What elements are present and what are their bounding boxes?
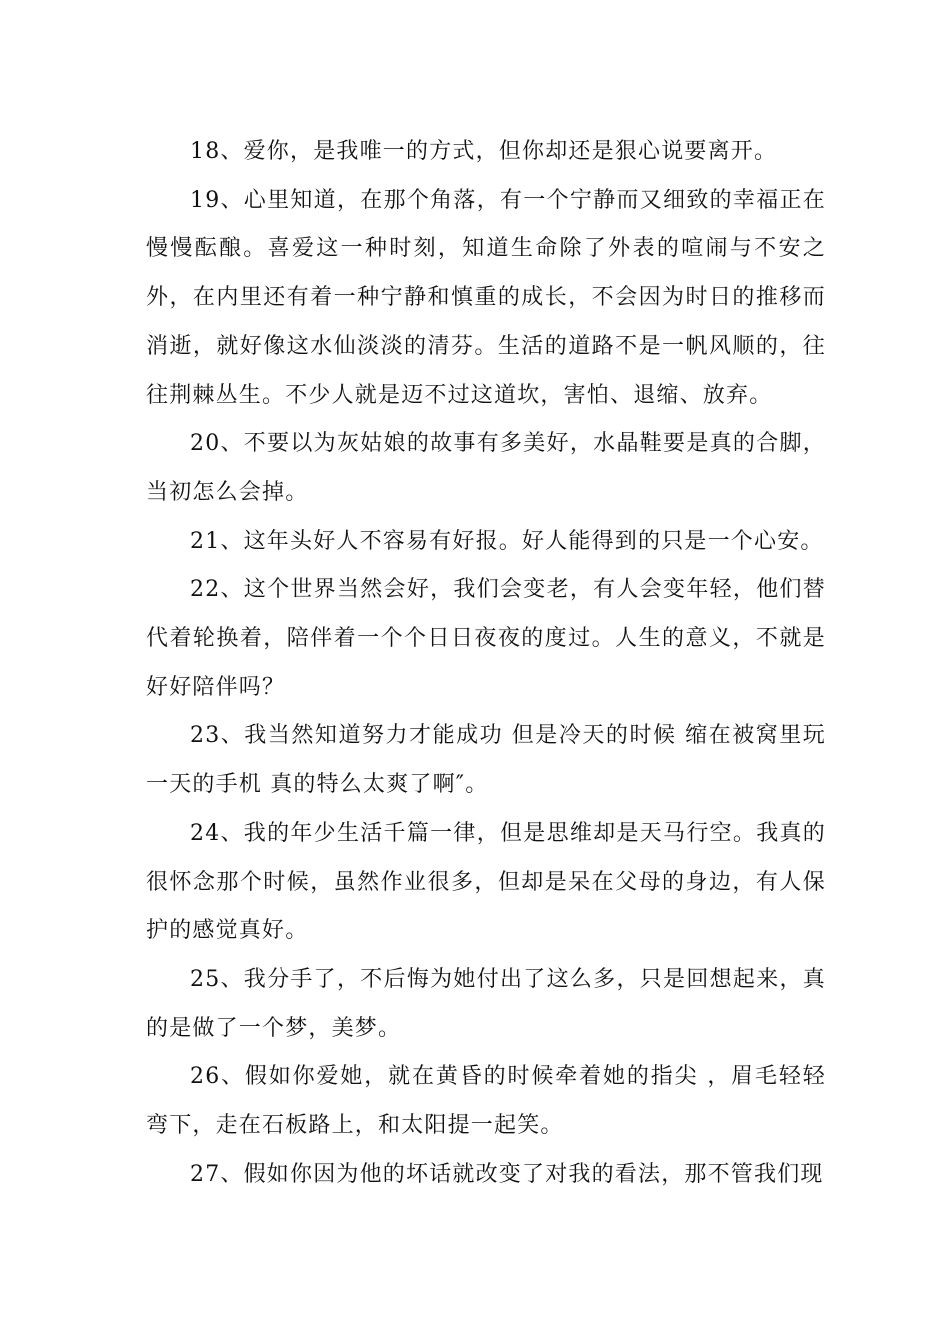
paragraph-21: 21、这年头好人不容易有好报。好人能得到的只是一个心安。 (190, 528, 824, 554)
paragraph-20: 20、不要以为灰姑娘的故事有多美好，水晶鞋要是真的合脚，当初怎么会掉。 (146, 431, 826, 505)
paragraph-27: 27、假如你因为他的坏话就改变了对我的看法，那不管我们现 (190, 1161, 824, 1187)
paragraph-26: 26、假如你爱她，就在黄昏的时候牵着她的指尖 ，眉毛轻轻弯下，走在石板路上，和太阳提一起笑。 (146, 1064, 826, 1139)
paragraph-22: 22、这个世界当然会好，我们会变老，有人会变年轻，他们替代着轮换着，陪伴着一个个日日夜夜的度过。人生的意义，不就是好好陪伴吗？ (146, 577, 826, 700)
paragraph-23: 23、我当然知道努力才能成功 但是冷天的时候 缩在被窝里玩一天的手机 真的特么太爽了啊″。 (146, 723, 826, 798)
paragraph-24: 24、我的年少生活千篇一律，但是思维却是天马行空。我真的很怀念那个时候，虽然作业很多，但却是呆在父母的身边，有人保护的感觉真好。 (146, 820, 826, 944)
document-body (146, 128, 826, 1199)
paragraph-25: 25、我分手了，不后悔为她付出了这么多，只是回想起来，真的是做了一个梦，美梦。 (146, 966, 826, 1041)
paragraph-19: 19、心里知道，在那个角落，有一个宁静而又细致的幸福正在慢慢酝酿。喜爱这一种时刻，知道生命除了外表的喧闹与不安之外，在内里还有着一种宁静和慎重的成长，不会因为时日的推移而消逝，就好像这水仙淡淡的清芬。生活的道路不是一帆风顺的，往往荆棘丛生。不少人就是迈不过这道坎，害怕、退缩、放弃。 (146, 187, 826, 408)
paragraph-18: 18、爱你，是我唯一的方式，但你却还是狠心说要离开。 (190, 139, 778, 164)
